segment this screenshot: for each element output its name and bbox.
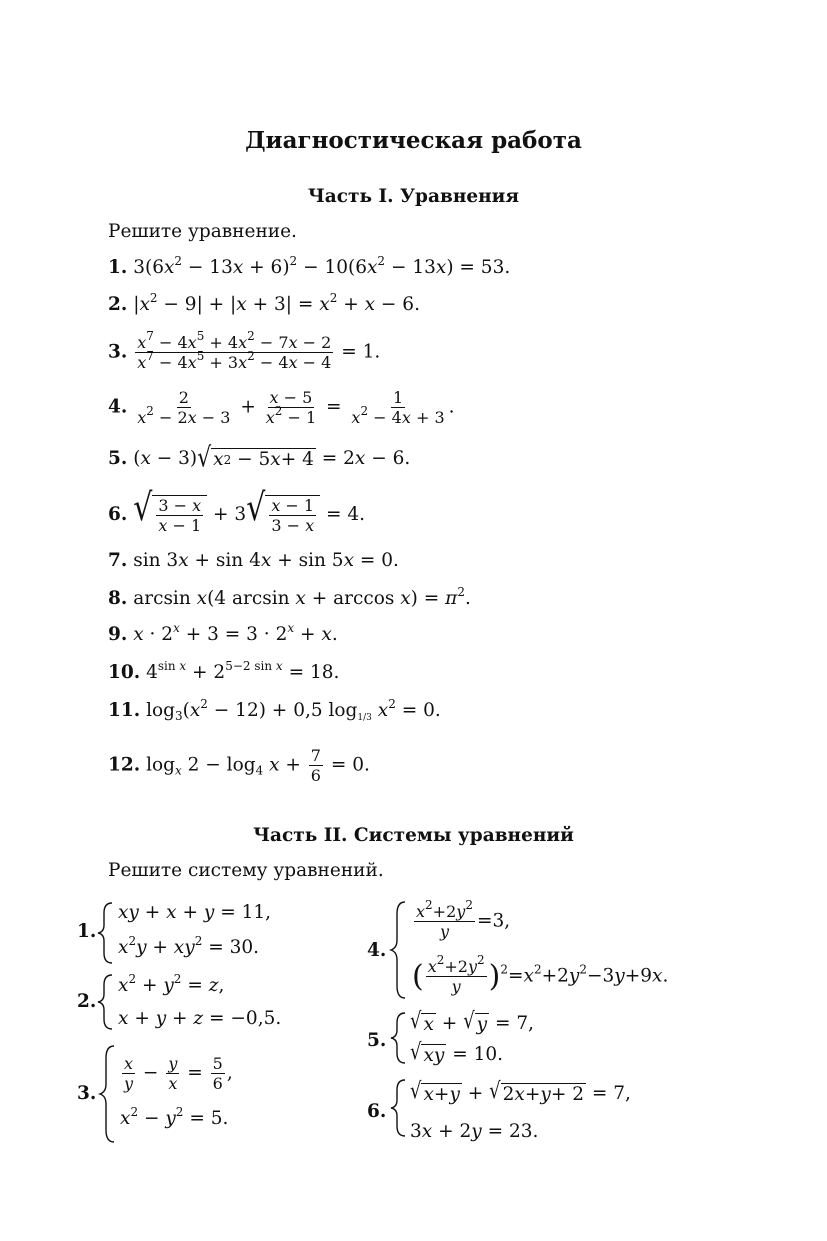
brace-system-2	[98, 975, 112, 1029]
problem-6: 6. √ $\frac{3 - x}{x - 1}$ + 3 √ $\frac{x - 1}{3 - x}$ = 4.	[108, 486, 366, 535]
system-1-line-1: xy + x + y = 11,	[118, 902, 271, 923]
brace-system-6	[391, 1080, 405, 1136]
part2-instruction: Решите систему уравнений.	[108, 860, 384, 881]
problem-9: 9. $x \cdot 2^x + 3 = 3 \cdot 2^x + x$.	[108, 621, 338, 645]
system-1-line-2: $x^2y + xy^2 = 30$.	[118, 934, 260, 958]
problem-2: 2. $|x^2 - 9| + |x + 3| = x^2 + x - 6$.	[108, 291, 420, 315]
problem-12: 12. $\log_x 2 - \log_4 x$ + $\frac{7}{6}$ = 0.	[108, 746, 370, 785]
system-1-number: 1.	[77, 921, 97, 942]
brace-system-4	[391, 902, 405, 998]
system-3-line-2: $x^2 - y^2 = 5$.	[120, 1105, 229, 1129]
system-3-number: 3.	[77, 1083, 97, 1104]
system-2-line-2: x + y + z = −0,5.	[118, 1008, 282, 1029]
problem-8: 8. arcsin x(4 $\arcsin x + \arccos x) = \pi^2$.	[108, 585, 471, 609]
page-title: Диагностическая работа	[245, 127, 582, 154]
system-6-line-1: √ x + y + √ 2 x + y + 2 = 7,	[410, 1077, 631, 1105]
brace-system-3	[100, 1046, 114, 1142]
system-2-number: 2.	[77, 991, 97, 1012]
system-5-number: 5.	[367, 1030, 387, 1051]
problem-10: 10. $4^{sin x} + 2^{5-2 sin x} = 18$.	[108, 659, 340, 683]
problem-4: 4. $\frac{2}{x^2 - 2x - 3}$ + $\frac{x - 5}{x^2 - 1}$ = $\frac{1}{x^2 - 4x + 3}$ .	[108, 388, 455, 427]
problem-5: 5. (x − 3) √ x 2 − 5 x + 4 = 2x − 6.	[108, 442, 411, 474]
system-6-number: 6.	[367, 1101, 387, 1122]
problem-11: 11. $\log_3(x^2 - 12) + 0,5$ $\log_{1/3} x^2 = 0$.	[108, 697, 441, 723]
system-4-line-1: $\frac{x^2+2y^2}{y}$ =3,	[416, 898, 511, 941]
system-5-line-2: √ xy = 10.	[410, 1038, 504, 1066]
part2-heading: Часть II. Системы уравнений	[253, 825, 574, 846]
system-3-line-1: $\frac{x}{y}$ − $\frac{y}{x}$ = $\frac{5}{6}$ ,	[124, 1054, 233, 1093]
system-4-line-2: ( $\frac{x^2+2y^2}{y}$ )$^2=x^2+2y^2-3y+9x$.	[412, 953, 669, 996]
system-2-line-1: $x^2 + y^2 = z$,	[118, 972, 225, 996]
system-6-line-2: 3x + 2y = 23.	[410, 1121, 539, 1142]
brace-system-1	[98, 903, 112, 963]
system-5-line-1: √ x + √ y = 7,	[410, 1007, 535, 1035]
problem-7: 7. sin 3x + sin 4x + sin 5x = 0.	[108, 550, 399, 571]
part1-instruction: Решите уравнение.	[108, 221, 297, 242]
problem-1: 1. $3(6x^2 - 13x + 6)^2 - 10(6x^2 - 13x) = 53$.	[108, 254, 511, 278]
problem-3: 3. $\frac{x^7 - 4x^5 + 4x^2 - 7x - 2}{x^7 - 4x^5 + 3x^2 - 4x - 4}$ = 1.	[108, 329, 381, 372]
brace-system-5	[391, 1013, 405, 1063]
part1-heading: Часть I. Уравнения	[307, 186, 520, 207]
system-4-number: 4.	[367, 940, 387, 961]
